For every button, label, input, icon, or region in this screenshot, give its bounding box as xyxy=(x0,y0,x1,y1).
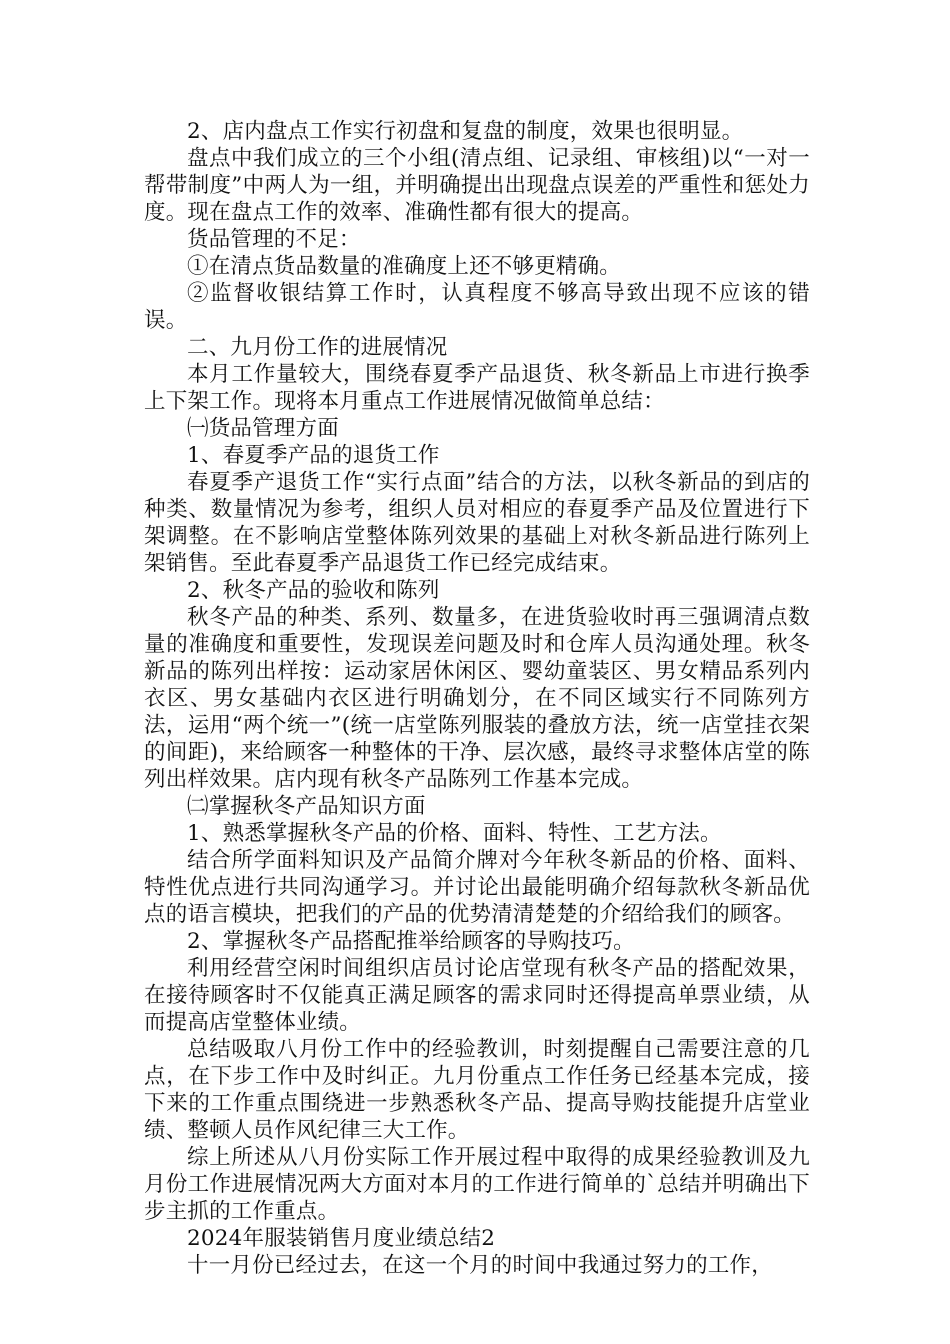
paragraph: 货品管理的不足： xyxy=(187,227,361,252)
paragraph: 结合所学面料知识及产品简介牌对今年秋冬新品的价格、面料、特性优点进行共同沟通学习。并讨论出最能明确介绍每款秋冬新品优点的语言模块，把我们的产品的优势清清楚楚的介绍给我们的顾客。 xyxy=(144,848,810,927)
paragraph: 利用经营空闲时间组织店员讨论店堂现有秋冬产品的搭配效果，在接待顾客时不仅能真正满足顾客的需求同时还得提高单票业绩，从而提高店堂整体业绩。 xyxy=(144,956,810,1035)
paragraph: ②监督收银结算工作时，认真程度不够高导致出现不应该的错误。 xyxy=(144,281,810,333)
paragraph: 总结吸取八月份工作中的经验教训，时刻提醒自己需要注意的几点，在下步工作中及时纠正。九月份重点工作任务已经基本完成，接下来的工作重点围绕进一步熟悉秋冬产品、提高导购技能提升店堂业绩、整顿人员作风纪律三大工作。 xyxy=(144,1037,810,1143)
paragraph: 本月工作量较大，围绕春夏季产品退货、秋冬新品上市进行换季上下架工作。现将本月重点工作进展情况做简单总结： xyxy=(144,362,810,414)
section-heading: 二、九月份工作的进展情况 xyxy=(187,335,448,360)
paragraph: ①在清点货品数量的准确度上还不够更精确。 xyxy=(187,254,622,279)
paragraph: 盘点中我们成立的三个小组(清点组、记录组、审核组)以“一对一帮带制度”中两人为一组，并明确提出出现盘点误差的严重性和惩处力度。现在盘点工作的效率、准确性都有很大的提高。 xyxy=(144,146,810,225)
item-heading: 2、掌握秋冬产品搭配推举给顾客的导购技巧。 xyxy=(187,929,635,954)
item-heading: 2、秋冬产品的验收和陈列 xyxy=(187,578,440,603)
document-title: 2024年服装销售月度业绩总结2 xyxy=(187,1226,496,1251)
paragraph: 春夏季产退货工作“实行点面”结合的方法，以秋冬新品的到店的种类、数量情况为参考，组织人员对相应的春夏季产品及位置进行下架调整。在不影响店堂整体陈列效果的基础上对秋冬新品进行陈列上架销售。至此春夏季产品退货工作已经完成结束。 xyxy=(144,470,810,576)
document-body xyxy=(144,118,810,1279)
subsection-heading: ㈠货品管理方面 xyxy=(187,416,339,441)
item-heading: 1、春夏季产品的退货工作 xyxy=(187,443,440,468)
subsection-heading: ㈡掌握秋冬产品知识方面 xyxy=(187,794,426,819)
paragraph: 综上所述从八月份实际工作开展过程中取得的成果经验教训及九月份工作进展情况两大方面对本月的工作进行简单的`总结并明确出下步主抓的工作重点。 xyxy=(144,1145,810,1224)
paragraph: 十一月份已经过去，在这一个月的时间中我通过努力的工作， xyxy=(187,1253,773,1278)
item-heading: 1、熟悉掌握秋冬产品的价格、面料、特性、工艺方法。 xyxy=(187,821,722,846)
paragraph: 秋冬产品的种类、系列、数量多，在进货验收时再三强调清点数量的准确度和重要性，发现误差问题及时和仓库人员沟通处理。秋冬新品的陈列出样按：运动家居休闲区、婴幼童装区、男女精品系列内衣区、男女基础内衣区进行明确划分，在不同区域实行不同陈列方法，运用“两个统一”(统一店堂陈列服装的叠放方法，统一店堂挂衣架的间距)，来给顾客一种整体的干净、层次感，最终寻求整体店堂的陈列出样效果。店内现有秋冬产品陈列工作基本完成。 xyxy=(144,605,810,792)
paragraph: 2、店内盘点工作实行初盘和复盘的制度，效果也很明显。 xyxy=(187,119,744,144)
